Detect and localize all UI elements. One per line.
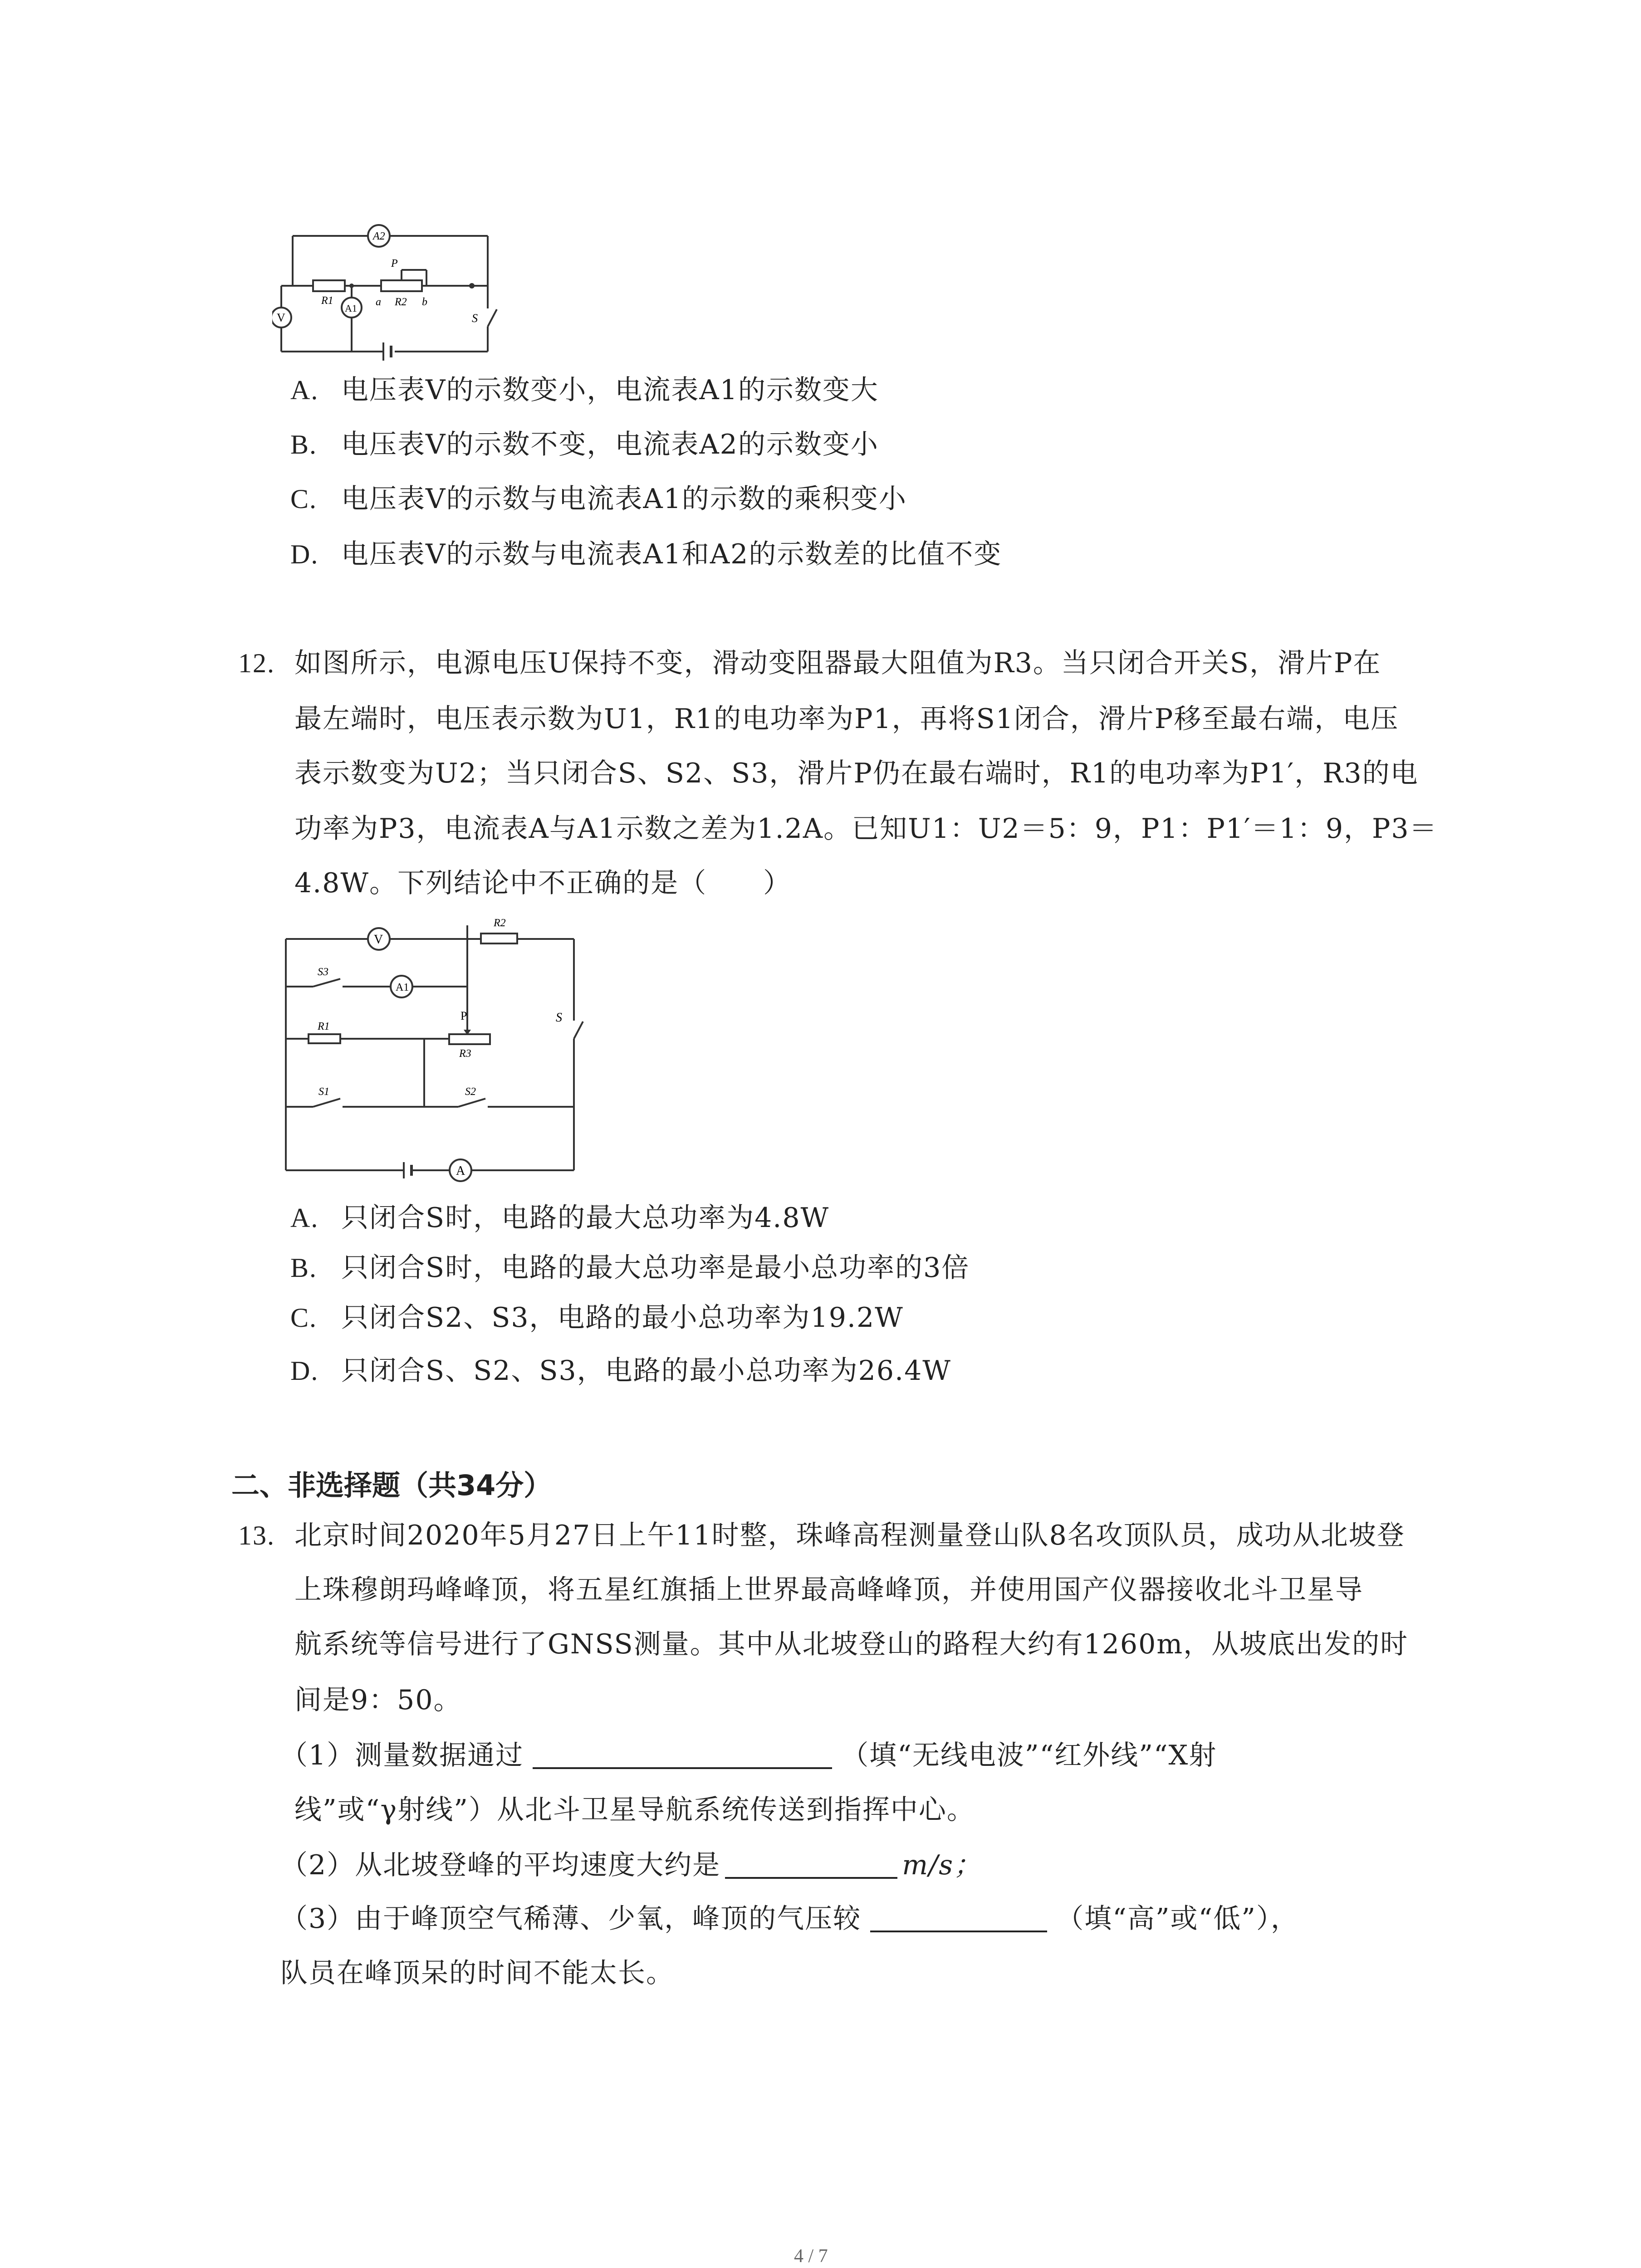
label-a1: A1 xyxy=(396,982,409,993)
question-number: 13. xyxy=(238,1520,275,1550)
q12-option-c xyxy=(290,1302,904,1334)
label-r2: R2 xyxy=(494,917,506,929)
label-a: a xyxy=(376,296,381,308)
sub3-line2: 队员在峰顶呆的时间不能太长。 xyxy=(280,1957,674,1989)
option-text: 电压表V的示数与电流表A1的示数的乘积变小 xyxy=(341,483,907,515)
q13-line-2 xyxy=(294,1574,1363,1606)
option-text: 只闭合S、S2、S3，电路的最小总功率为26.4W xyxy=(341,1355,951,1387)
question-text: 航系统等信号进行了GNSS测量。其中从北坡登山的路程大约有1260m，从坡底出发的时 xyxy=(294,1628,1409,1660)
q12-line-5 xyxy=(294,867,792,899)
sub2-suffix: m/s； xyxy=(902,1849,982,1881)
answer-blank-3[interactable] xyxy=(870,1905,1047,1932)
sub3-prefix: （3）由于峰顶空气稀薄、少氧，峰顶的气压较 xyxy=(280,1903,862,1935)
q11-option-a xyxy=(290,376,879,404)
label-b: b xyxy=(422,296,427,308)
label-a1: A1 xyxy=(345,303,357,314)
option-text: 只闭合S2、S3，电路的最小总功率为19.2W xyxy=(341,1302,904,1334)
q11-option-c xyxy=(290,485,907,513)
q11-option-d xyxy=(290,538,1002,570)
option-letter: B. xyxy=(290,430,318,459)
q11-option-b xyxy=(290,431,879,458)
q13-sub1-line2 xyxy=(294,1794,975,1826)
option-text: 电压表V的示数不变，电流表A2的示数变小 xyxy=(341,429,879,460)
option-letter: C. xyxy=(290,1303,318,1333)
option-text: 电压表V的示数与电流表A1和A2的示数差的比值不变 xyxy=(341,538,1002,570)
sub1-line2: 线”或“γ射线”）从北斗卫星导航系统传送到指挥中心。 xyxy=(294,1794,975,1826)
label-r1: R1 xyxy=(321,295,333,307)
q13-line-3 xyxy=(294,1628,1409,1660)
sub2-prefix: （2）从北坡登峰的平均速度大约是 xyxy=(280,1849,721,1881)
label-s: S xyxy=(472,312,478,325)
section-title: 二、非选择题（共34分） xyxy=(231,1469,552,1502)
q11-circuit-diagram xyxy=(272,213,508,363)
q12-option-d xyxy=(290,1355,951,1387)
option-letter: C. xyxy=(290,484,318,514)
q13-line-1 xyxy=(238,1522,1405,1549)
label-p: P xyxy=(460,1009,467,1022)
q12-option-b xyxy=(290,1252,970,1284)
sub3-suffix: （填“高”或“低”）， xyxy=(1056,1903,1299,1935)
sub1-prefix: （1）测量数据通过 xyxy=(280,1740,524,1771)
option-text: 只闭合S时，电路的最大总功率为4.8W xyxy=(341,1202,830,1234)
label-s2: S2 xyxy=(465,1086,476,1098)
question-text: 表示数变为U2；当只闭合S、S2、S3，滑片P仍在最右端时，R1的电功率为P1′，R3的电 xyxy=(294,758,1419,789)
sub1-suffix: （填“无线电波”“红外线”“X射 xyxy=(841,1740,1217,1771)
question-text: 最左端时，电压表示数为U1，R1的电功率为P1，再将S1闭合，滑片P移至最右端，电压 xyxy=(294,703,1399,735)
option-text: 只闭合S时，电路的最大总功率是最小总功率的3倍 xyxy=(341,1252,970,1284)
answer-blank-1[interactable] xyxy=(533,1742,832,1769)
question-text: 如图所示，电源电压U保持不变，滑动变阻器最大阻值为R3。当只闭合开关S，滑片P在 xyxy=(294,647,1381,679)
question-text: 北京时间2020年5月27日上午11时整，珠峰高程测量登山队8名攻顶队员，成功从北坡登 xyxy=(294,1520,1405,1551)
q12-line-3 xyxy=(294,760,1419,787)
question-text: 间是9：50。 xyxy=(294,1684,462,1716)
q12-line-1 xyxy=(238,647,1381,679)
label-s: S xyxy=(556,1011,562,1025)
label-s3: S3 xyxy=(318,966,328,978)
q13-sub3 xyxy=(280,1903,1299,1935)
question-text: 上珠穆朗玛峰峰顶，将五星红旗插上世界最高峰峰顶，并使用国产仪器接收北斗卫星导 xyxy=(294,1574,1363,1606)
q13-line-4 xyxy=(294,1686,462,1714)
label-v: V xyxy=(374,933,383,947)
q12-circuit-diagram xyxy=(277,907,594,1188)
q13-sub3-line2 xyxy=(280,1957,674,1989)
option-letter: A. xyxy=(290,375,319,405)
label-a2: A2 xyxy=(373,230,385,242)
option-letter: A. xyxy=(290,1203,319,1233)
label-r3: R3 xyxy=(459,1048,471,1060)
label-v: V xyxy=(277,311,285,324)
option-text: 电压表V的示数变小，电流表A1的示数变大 xyxy=(341,374,879,406)
label-r1: R1 xyxy=(318,1021,330,1032)
label-s1: S1 xyxy=(318,1086,329,1098)
label-r2: R2 xyxy=(395,296,407,308)
page-number: 4 / 7 xyxy=(794,2246,828,2267)
option-letter: B. xyxy=(290,1253,318,1283)
option-letter: D. xyxy=(290,539,319,569)
question-number: 12. xyxy=(238,648,275,678)
label-p: P xyxy=(391,258,398,269)
q12-line-4 xyxy=(294,813,1438,845)
q12-option-a xyxy=(290,1204,829,1232)
answer-blank-2[interactable] xyxy=(725,1852,897,1879)
question-text: 功率为P3，电流表A与A1示数之差为1.2A。已知U1：U2＝5：9，P1：P1′＝1：9，P3＝ xyxy=(294,813,1438,845)
option-letter: D. xyxy=(290,1356,319,1386)
q12-line-2 xyxy=(294,705,1399,733)
q13-sub1 xyxy=(280,1742,1217,1769)
label-a: A xyxy=(456,1164,465,1178)
q13-sub2 xyxy=(280,1849,982,1881)
question-text: 4.8W。下列结论中不正确的是（ ） xyxy=(294,867,792,899)
